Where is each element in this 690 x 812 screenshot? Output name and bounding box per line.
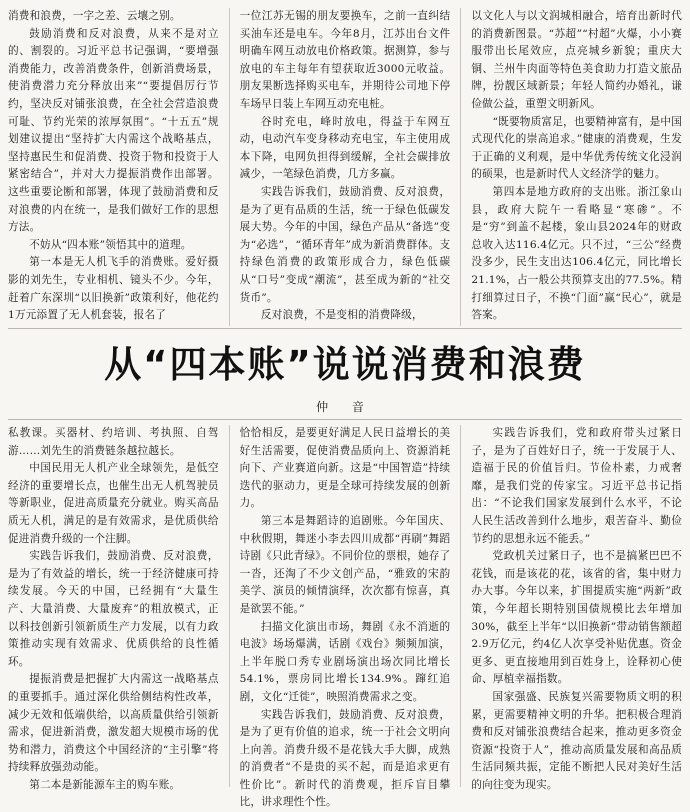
paragraph: 消费和浪费，一字之差、云壤之别。 [8,8,219,26]
paragraph: 国家强盛、民族复兴需要物质文明的积累，更需要精神文明的升华。把积极合理消费和反对铺张浪费结合起来，推动更多资金资源“投资于人”，推动高质量发展和高品质生活同频共振，定能不断把人民对美好生活的向往变为现实。 [471,689,682,795]
top-column-1 [8,8,219,326]
paragraph: 扫描文化演出市场，舞剧《永不消逝的电波》场场爆满，话剧《戏台》频频加演，上半年脱口秀专业剧场演出场次同比增长54.1%，票房同比增长134.9%。蹿红追剧，文化“迁徙”，映照消费需求之变。 [240,619,451,707]
top-column-2 [240,8,451,326]
paragraph: 私教课。买器材、约培训、考执照、自驾游……刘先生的消费链条越拉越长。 [8,425,219,460]
article-byline: 仲 音 [0,398,690,415]
rule-below-byline [8,419,682,420]
column-divider [229,8,230,326]
paragraph: 实践告诉我们，党和政府带头过紧日子，是为了百姓好日子，统一于发展于人、造福于民的价值旨归。节俭朴素，力戒奢靡，是我们党的传家宝。习近平总书记指出：“不论我们国家发展到什么水平，不论人民生活改善到什么地步，艰苦奋斗、勤俭节约的思想永远不能丢。” [471,425,682,548]
paragraph: 鼓励消费和反对浪费，从来不是对立的、割裂的。习近平总书记强调，“要增强消费能力，改善消费条件，创新消费场景，使消费潜力充分释放出来”“要提倡厉行节约，坚决反对铺张浪费，在全社会营造浪费可耻、节约光荣的浓厚氛围”。“十五五”规划建议提出“坚持扩大内需这个战略基点，坚持惠民生和促消费、投资于物和投资于人紧密结合”，并对大力提振消费作出部署。这些重要论断和部署，体现了鼓励消费和反对浪费的内在统一，是我们做好工作的思想方法。 [8,26,219,237]
bottom-column-2 [240,425,451,787]
paragraph: 实践告诉我们，鼓励消费、反对浪费，是为了有效益的增长，统一于经济健康可持续发展。今天的中国，已经拥有“大量生产、大量消费、大量废弃”的粗放模式，正以科技创新引领新质生产力发展，以有力政策推动实现有效需求、优质供给的良性循环。 [8,548,219,671]
paragraph: 恰恰相反，是要更好满足人民日益增长的美好生活需要，促使消费品质向上、资源消耗向下、产业赛道向新。这是“中国智造”持续迭代的驱动力，更是全球可持续发展的创新力。 [240,425,451,513]
paragraph: 第四本是地方政府的支出账。浙江象山县，政府大院午一看略显“寒碜”。不是“穷”到盖不起楼，象山县2024年的财政总收入达116.4亿元。只不过，“三公”经费没多少，民生支出达106.4亿元，同比增长21.1%，占一般公共预算支出的77.5%。精打细算过日子，不换“门面”赢“民心”，就是答案。 [471,184,682,325]
bottom-columns [8,425,682,787]
paragraph: 中国民用无人机产业全球领先，是低空经济的重要增长点，也催生出无人机驾驶员等新职业，促进高质量充分就业。购买高品质无人机，满足的是有效需求，是优质供给促进消费升级的一个注脚。 [8,460,219,548]
top-column-3 [471,8,682,326]
bottom-column-1 [8,425,219,787]
top-columns [8,8,682,326]
column-divider [229,425,230,787]
rule-above-headline [8,328,682,329]
column-divider [460,8,461,326]
paragraph: 实践告诉我们，鼓励消费、反对浪费，是为了更有品质的生活，统一于绿色低碳发展大势。今年的中国，绿色产品从“备选”变为“必选”，“循环青年”成为新消费群体。支持绿色消费的政策形成合力，绿色低碳从“口号”变成“潮流”，甚至成为新的“社交货币”。 [240,184,451,307]
paragraph: 以文化人与以文润城相融合，培育出新时代的消费新图景。“苏超”“村超”火爆，小小赛服带出长尾效应，点亮城乡新貌；重庆大铜、兰州牛肉面等特色美食助力打造文旅品牌，扮靓区域新景；年轻人简约办婚礼，谦俭做公益，重塑文明新风。 [471,8,682,114]
paragraph: 党政机关过紧日子，也不是搞紧巴巴不花钱，而是该花的花，该省的省，集中财力办大事。今年以来，扩围提质实施“两新”政策，今年超长期特别国债规模比去年增加30%，截至上半年“以旧换新”带动销售额超2.9万亿元，约4亿人次享受补贴优惠。资金更多、更直接地用到百姓身上，诠释初心使命、厚植幸福指数。 [471,548,682,689]
paragraph: 一位江苏无锡的朋友要换车，之前一直纠结买油车还是电车。今年8月，江苏出台文件明确车网互动放电价格政策。据测算，参与放电的车主每年有望获取近3000元收益。朋友果断选择购买电车，并期待公司地下停车场早日装上车网互动充电桩。 [240,8,451,114]
paragraph: 反对浪费，不是变相的消费降级， [240,307,451,325]
bottom-column-3 [471,425,682,787]
paragraph: 实践告诉我们，鼓励消费、反对浪费，是为了更有价值的追求，统一于社会文明向上向善。消费升级不是花钱大手大脚，成熟的消费者“不是贵的买不起，而是追求更有性价比”。新时代的消费观，拒斥盲目攀比，讲求理性个性。 [240,707,451,812]
paragraph: 第一本是无人机飞手的消费账。爱好摄影的刘先生，专业相机、镜头不少。今年，赶着广东深圳“以旧换新”政策利好，他花约1万元添置了无人机套装，报名了 [8,254,219,324]
column-divider [460,425,461,787]
paragraph: 第二本是新能源车主的购车账。 [8,777,219,795]
paragraph: “既要物质富足，也要精神富有，是中国式现代化的崇高追求。”健康的消费观，生发于正确的义利观，是中华优秀传统文化浸润的硕果，也是新时代人文经济学的魅力。 [471,114,682,184]
paragraph: 第三本是舞蹈诗的追剧账。今年国庆、中秋假期，舞迷小李去四川成都“再刷”舞蹈诗剧《只此青绿》。不同价位的票根，她存了一沓，还淘了不少文创产品，“雅致的宋韵美学、演员的倾情演绎，次次都有惊喜，真是欲罢不能。” [240,513,451,619]
article-headline: 从“四本账”说说消费和浪费 [0,334,690,388]
paragraph: 提振消费是把握扩大内需这一战略基点的重要抓手。通过深化供给侧结构性改革，减少无效和低端供给，以高质量供给引领新需求，促进新消费，激发超大规模市场的优势和潜力，消费这个中国经济的“主引擎”将持续释放强劲动能。 [8,671,219,777]
paragraph: 谷时充电，峰时放电，得益于车网互动，电动汽车变身移动充电宝，车主使用成本下降，电网负担得到缓解，全社会碳排放减少，一笔绿色消费，几方多赢。 [240,114,451,184]
paragraph: 不妨从“四本账”领悟其中的道理。 [8,237,219,255]
